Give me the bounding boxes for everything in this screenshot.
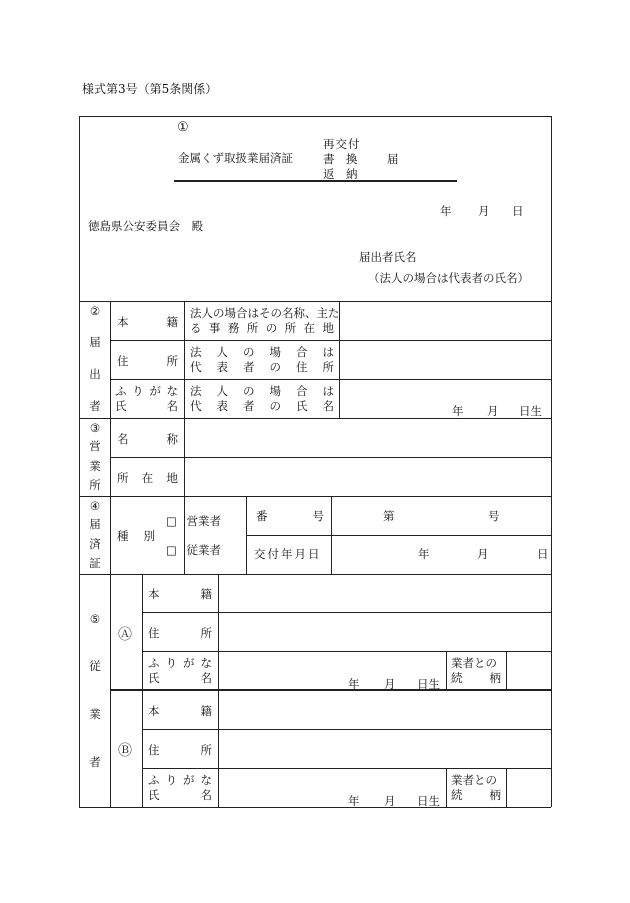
title-option-rewrite: 書 換	[323, 152, 358, 166]
a-label-relation: 業者との	[451, 656, 497, 670]
b-relation-input[interactable]	[508, 769, 550, 806]
issue-date-year: 年	[418, 547, 430, 561]
b-birth-day: 日生	[417, 794, 440, 808]
note-corporate-name: 法人の場合はその名称、主た	[190, 306, 340, 320]
address-input[interactable]	[341, 341, 550, 378]
section5-heading: ⑤ 従 業 者	[89, 612, 101, 769]
a-birth-day: 日生	[417, 677, 440, 691]
a-birth-year: 年	[348, 677, 360, 691]
title-option-return: 返 納	[323, 167, 358, 181]
label-meisho: 名 称	[117, 432, 178, 446]
a-address-input[interactable]	[220, 613, 550, 650]
applicant-label: 届出者氏名	[359, 250, 417, 264]
a-label-shimei: 氏 名	[148, 671, 212, 685]
birth-day: 日生	[519, 404, 542, 418]
circle-number-1: ①	[177, 120, 189, 135]
form-id: 様式第3号（第5条関係）	[82, 82, 218, 96]
birth-year: 年	[452, 404, 464, 418]
checkbox-employee[interactable]: □	[166, 543, 177, 557]
form-title: 金属くず取扱業届済証	[178, 151, 293, 165]
applicant-note: （法人の場合は代表者の氏名）	[368, 271, 529, 285]
label-furigana: ふ り が な	[115, 384, 178, 398]
office-name-input[interactable]	[186, 419, 550, 456]
addressee: 徳島県公安委員会 殿	[88, 219, 203, 233]
label-honseki: 本 籍	[117, 315, 178, 329]
b-label-furigana: ふ り が な	[148, 773, 212, 787]
circle-number-5: ⑤	[89, 612, 101, 626]
b-birth-year: 年	[348, 794, 360, 808]
number-prefix: 第	[383, 509, 395, 523]
title-option-reissue: 再交付	[323, 137, 361, 151]
header-date-day: 日	[512, 204, 524, 218]
b-label-honseki: 本 籍	[148, 704, 212, 718]
birth-month: 月	[487, 404, 499, 418]
section2-heading: ② 届 出 者	[89, 304, 101, 413]
title-suffix: 届	[387, 152, 399, 166]
office-location-input[interactable]	[186, 458, 550, 495]
b-honseki-input[interactable]	[220, 691, 550, 728]
header-date-year: 年	[440, 204, 452, 218]
b-label-jusho: 住 所	[148, 743, 212, 757]
b-label-shimei: 氏 名	[148, 788, 212, 802]
issue-date-day: 日	[537, 547, 549, 561]
label-shimei: 氏 名	[115, 399, 178, 413]
a-birth-month: 月	[384, 677, 396, 691]
option-employee[interactable]: □ 従業者	[166, 543, 222, 557]
employee-a-marker: Ⓐ	[118, 627, 132, 643]
label-shozaichi: 所 在 地	[117, 471, 178, 485]
checkbox-operator[interactable]: □	[166, 514, 177, 528]
label-shubetsu: 種 別	[117, 529, 155, 543]
honseki-input[interactable]	[341, 302, 550, 339]
section3-heading: ③ 営 業 所	[89, 421, 101, 492]
b-label-relation: 業者との	[451, 773, 497, 787]
b-label-zokugara: 続 柄	[451, 788, 501, 802]
name-input[interactable]	[341, 380, 550, 417]
note-rep-name: 代 表 者 の 氏 名	[190, 399, 334, 413]
label-issue-date: 交付年月日	[254, 547, 322, 561]
b-birth-month: 月	[384, 794, 396, 808]
note-office-location: る 事 務 所 の 所 在 地	[190, 321, 334, 335]
b-address-input[interactable]	[220, 730, 550, 767]
a-label-zokugara: 続 柄	[451, 671, 501, 685]
option-business-operator[interactable]: □ 営業者	[166, 514, 222, 528]
label-jusho: 住 所	[117, 354, 178, 368]
a-label-honseki: 本 籍	[148, 587, 212, 601]
note-if-corporate-2: 法 人 の 場 合 は	[190, 384, 334, 398]
header-date-month: 月	[478, 204, 490, 218]
a-label-furigana: ふ り が な	[148, 656, 212, 670]
circle-number-2: ②	[89, 304, 101, 318]
a-honseki-input[interactable]	[220, 575, 550, 611]
section4-heading: ④ 届 済 証	[89, 499, 101, 570]
issue-date-month: 月	[477, 547, 489, 561]
a-label-jusho: 住 所	[148, 626, 212, 640]
a-relation-input[interactable]	[508, 652, 550, 688]
note-if-corporate: 法 人 の 場 合 は	[190, 345, 334, 359]
number-suffix: 号	[488, 509, 500, 523]
circle-number-3: ③	[89, 421, 101, 435]
note-rep-address: 代 表 者 の 住 所	[190, 360, 334, 374]
label-bango: 番 号	[256, 509, 324, 523]
circle-number-4: ④	[89, 499, 101, 513]
employee-b-marker: Ⓑ	[118, 743, 132, 759]
